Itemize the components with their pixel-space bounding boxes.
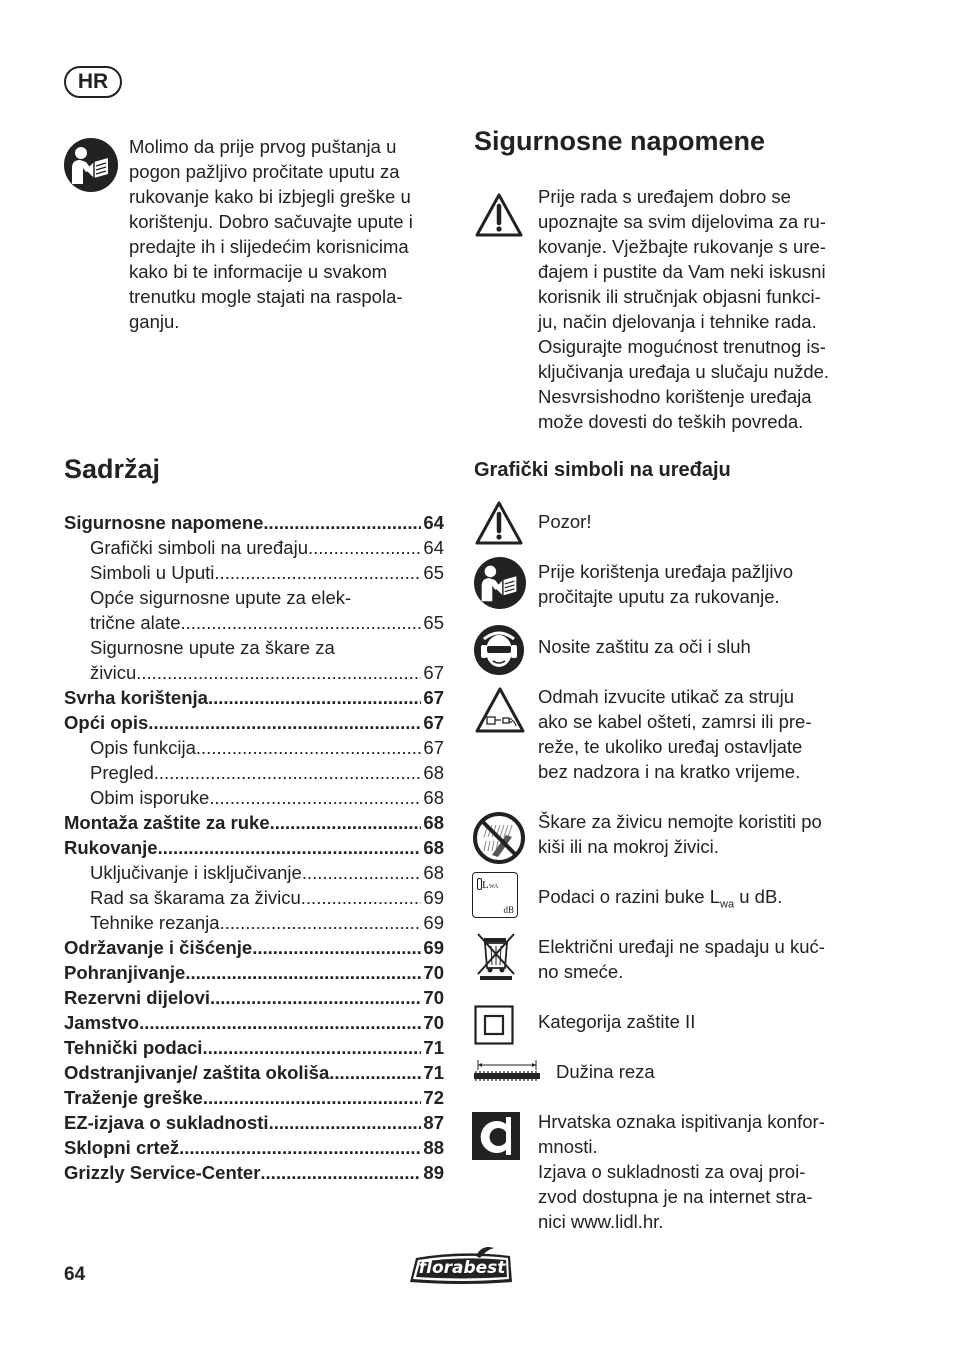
- toc-heading: Sadržaj: [64, 454, 161, 484]
- toc-entry[interactable]: Rezervni dijelovi ..... 70: [64, 985, 444, 1010]
- warning-triangle-icon: [474, 500, 524, 546]
- symbol-cutting-length-text: Dužina reza: [556, 1061, 655, 1082]
- symbols-heading: Grafički simboli na uređaju: [474, 459, 731, 481]
- symbol-protection-text: Nosite zaštitu za oči i sluh: [538, 636, 751, 657]
- symbol-no-rain-text: Škare za živicu nemojte koristiti po kiši ili na mokroj živici.: [538, 811, 822, 857]
- read-manual-icon: [64, 138, 118, 192]
- safety-heading: Sigurnosne napomene: [474, 126, 766, 156]
- toc-entry[interactable]: Simboli u Uputi ..... 65: [64, 560, 444, 585]
- warning-triangle-icon: [474, 192, 524, 238]
- safety-text: Prije rada s uređajem dobro se upoznajte sa svim dijelovima za ru- kovanje. Vježbajte rukovanje s ure- đajem i pustite da Vam neki iskusni korisnik ili stručnjak objasni funkci- ju, način djelovanja i tehnike rada. Osigurajte mogućnost trenutnog is- ključivanja uređaja u slučaju nužde. Nesvrsishodno korištenje uređaja može dovesti do teških povreda.: [538, 186, 830, 432]
- symbol-conformity-text: Hrvatska oznaka ispitivanja konfor- mnosti. Izjava o sukladnosti za ovaj proi- zvod dostupna je na internet stra- nici www.lidl.hr.: [538, 1111, 825, 1232]
- toc-entry[interactable]: Sklopni crtež ..... 88: [64, 1135, 444, 1160]
- toc-entry[interactable]: Pohranjivanje ..... 70: [64, 960, 444, 985]
- toc-entry[interactable]: Opis funkcija ..... 67: [64, 735, 444, 760]
- symbol-weee-text: Električni uređaji ne spadaju u kuć- no smeće.: [538, 936, 825, 982]
- symbol-read-manual-text: Prije korištenja uređaja pažljivo pročitajte uputu za rukovanje.: [538, 561, 794, 607]
- toc-entry[interactable]: Grafički simboli na uređaju ..... 64: [64, 535, 444, 560]
- toc-entry[interactable]: Sigurnosne napomene ..... 64: [64, 510, 444, 535]
- toc-entry[interactable]: Montaža zaštite za ruke ..... 68: [64, 810, 444, 835]
- protection-class-ii-icon: [474, 1005, 514, 1045]
- toc-entry[interactable]: trične alate ..... 65: [64, 610, 444, 635]
- read-manual-icon: [474, 557, 526, 609]
- toc-entry-continuation: Sigurnosne upute za škare za: [90, 637, 335, 658]
- language-badge: HR: [64, 66, 122, 98]
- noise-level-icon: L WA dB: [472, 872, 518, 918]
- toc-entry[interactable]: Opći opis ..... 67: [64, 710, 444, 735]
- toc-entry[interactable]: živicu ..... 67: [64, 660, 444, 685]
- table-of-contents: [64, 510, 444, 1185]
- croatian-conformity-mark-icon: [472, 1112, 520, 1160]
- toc-entry[interactable]: Traženje greške ..... 72: [64, 1085, 444, 1110]
- florabest-logo: florabest: [406, 1246, 518, 1286]
- toc-entry[interactable]: Pregled ..... 68: [64, 760, 444, 785]
- toc-entry[interactable]: Svrha korištenja ..... 67: [64, 685, 444, 710]
- unplug-warning-icon: [474, 686, 526, 734]
- cutting-length-icon: [472, 1058, 542, 1084]
- toc-entry[interactable]: Rukovanje ..... 68: [64, 835, 444, 860]
- symbol-unplug-text: Odmah izvucite utikač za struju ako se kabel ošteti, zamrsi ili pre- reže, te ukoliko uređaj ostavljate bez nadzora i na kratko vrijeme.: [538, 686, 812, 782]
- toc-entry[interactable]: Jamstvo ..... 70: [64, 1010, 444, 1035]
- weee-bin-icon: [474, 930, 518, 980]
- toc-entry[interactable]: Uključivanje i isključivanje ..... 68: [64, 860, 444, 885]
- toc-entry[interactable]: Grizzly Service-Center ..... 89: [64, 1160, 444, 1185]
- page-number: 64: [64, 1264, 86, 1285]
- toc-entry[interactable]: Tehnički podaci ..... 71: [64, 1035, 444, 1060]
- symbol-class-ii-text: Kategorija zaštite II: [538, 1011, 696, 1032]
- toc-entry[interactable]: Obim isporuke ..... 68: [64, 785, 444, 810]
- toc-entry[interactable]: Odstranjivanje/ zaštita okoliša ..... 71: [64, 1060, 444, 1085]
- toc-entry[interactable]: EZ-izjava o sukladnosti ..... 87: [64, 1110, 444, 1135]
- intro-text: Molimo da prije prvog puštanja u pogon pažljivo pročitate uputu za rukovanje kako bi izbjegli greške u korištenju. Dobro sačuvajte upute i predajte ih i slijedećim korisnicima kako bi te informacije u svakom trenutku mogle stajati na raspola- ganju.: [129, 136, 413, 332]
- symbol-caution-text: Pozor!: [538, 511, 592, 532]
- toc-entry[interactable]: Rad sa škarama za živicu ..... 69: [64, 885, 444, 910]
- toc-entry[interactable]: Održavanje i čišćenje ..... 69: [64, 935, 444, 960]
- no-rain-icon: [472, 811, 526, 865]
- toc-entry[interactable]: Tehnike rezanja ..... 69: [64, 910, 444, 935]
- eye-ear-protection-icon: [474, 625, 524, 675]
- toc-entry-continuation: Opće sigurnosne upute za elek-: [90, 587, 352, 608]
- symbol-noise-text: Podaci o razini buke $L_{wa}$ u dB.: [538, 886, 783, 911]
